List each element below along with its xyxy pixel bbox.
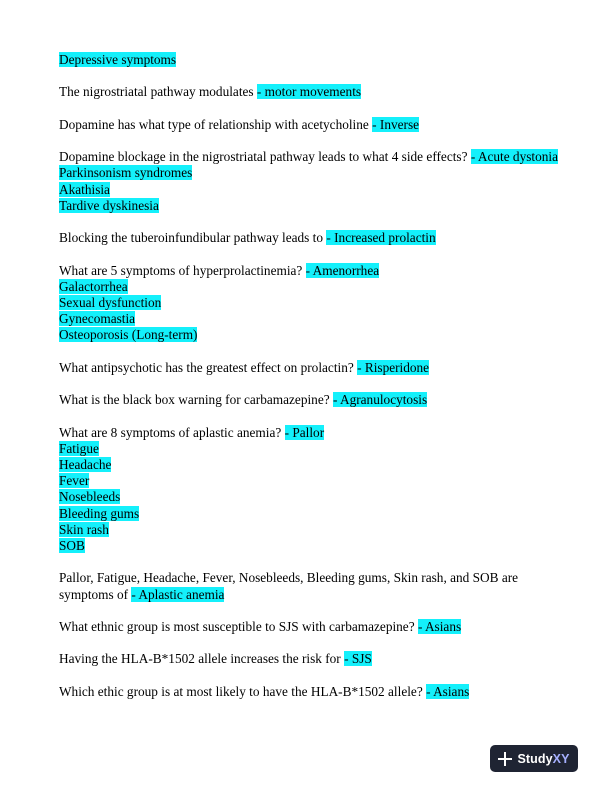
answer-line: Headache <box>59 456 112 472</box>
card-question: What are 5 symptoms of hyperprolactinemia? <box>59 262 306 278</box>
card-7 <box>59 360 559 376</box>
answer-line: Osteoporosis (Long-term) <box>59 327 198 343</box>
card-answer: - motor movements <box>256 84 362 100</box>
answer-line: Galactorrhea <box>59 278 128 294</box>
card-answer: - Amenorrhea <box>305 262 380 278</box>
answer-line: Akathisia <box>59 181 110 197</box>
card-3 <box>59 117 559 133</box>
card-question: Dopamine blockage in the nigrostriatal pathway leads to what 4 side effects? <box>59 149 471 165</box>
answer-line: Parkinsonism syndromes <box>59 165 193 181</box>
studyxy-logo-text: StudyXY <box>517 751 570 766</box>
answer-line: Gynecomastia <box>59 311 136 327</box>
card-answer: - SJS <box>344 651 372 667</box>
card-question: The nigrostriatal pathway modulates <box>59 84 257 100</box>
answer-line: Fatigue <box>59 440 99 456</box>
card-question: Dopamine has what type of relationship with acetycholine <box>59 116 373 132</box>
card-question: Having the HLA-B*1502 allele increases the risk for <box>59 651 345 667</box>
answer-line: Sexual dysfunction <box>59 294 162 310</box>
card-1 <box>59 52 559 68</box>
answer-line: SOB <box>59 537 85 553</box>
card-answer: - Asians <box>417 618 462 634</box>
card-answer: - Risperidone <box>357 359 430 375</box>
card-9 <box>59 425 559 555</box>
answer-line: Fever <box>59 473 90 489</box>
card-answer: - Agranulocytosis <box>332 392 428 408</box>
card-question: Pallor, Fatigue, Headache, Fever, Nosebleeds, Bleeding gums, Skin rash, and SOB are symptoms of <box>59 570 519 602</box>
answer-line: Bleeding gums <box>59 505 140 521</box>
card-2 <box>59 84 559 100</box>
card-12 <box>59 651 559 667</box>
card-11 <box>59 619 559 635</box>
card-answer: - Acute dystonia <box>470 149 558 165</box>
card-answer: - Increased prolactin <box>326 230 436 246</box>
plus-icon <box>498 752 512 766</box>
answer-line: Nosebleeds <box>59 489 121 505</box>
card-question: What are 8 symptoms of aplastic anemia? <box>59 424 285 440</box>
studyxy-badge[interactable] <box>490 745 578 772</box>
card-answer: - Inverse <box>372 116 420 132</box>
card-answer: - Asians <box>426 683 470 699</box>
card-5 <box>59 230 559 246</box>
flashcard-page <box>59 52 559 716</box>
answer-line: Skin rash <box>59 521 109 537</box>
card-8 <box>59 392 559 408</box>
card-13 <box>59 684 559 700</box>
card-10 <box>59 570 559 602</box>
card-question: What antipsychotic has the greatest effect on prolactin? <box>59 359 358 375</box>
card-answer: Depressive symptoms <box>59 52 177 67</box>
card-answer: - Aplastic anemia <box>131 586 225 602</box>
card-question: What is the black box warning for carbamazepine? <box>59 392 333 408</box>
card-question: What ethnic group is most susceptible to SJS with carbamazepine? <box>59 618 418 634</box>
answer-line: Tardive dyskinesia <box>59 197 159 213</box>
card-question: Which ethic group is at most likely to have the HLA-B*1502 allele? <box>59 683 427 699</box>
card-answer: - Pallor <box>284 424 325 440</box>
card-question: Blocking the tuberoinfundibular pathway leads to <box>59 230 327 246</box>
card-6 <box>59 263 559 344</box>
card-4 <box>59 149 559 214</box>
